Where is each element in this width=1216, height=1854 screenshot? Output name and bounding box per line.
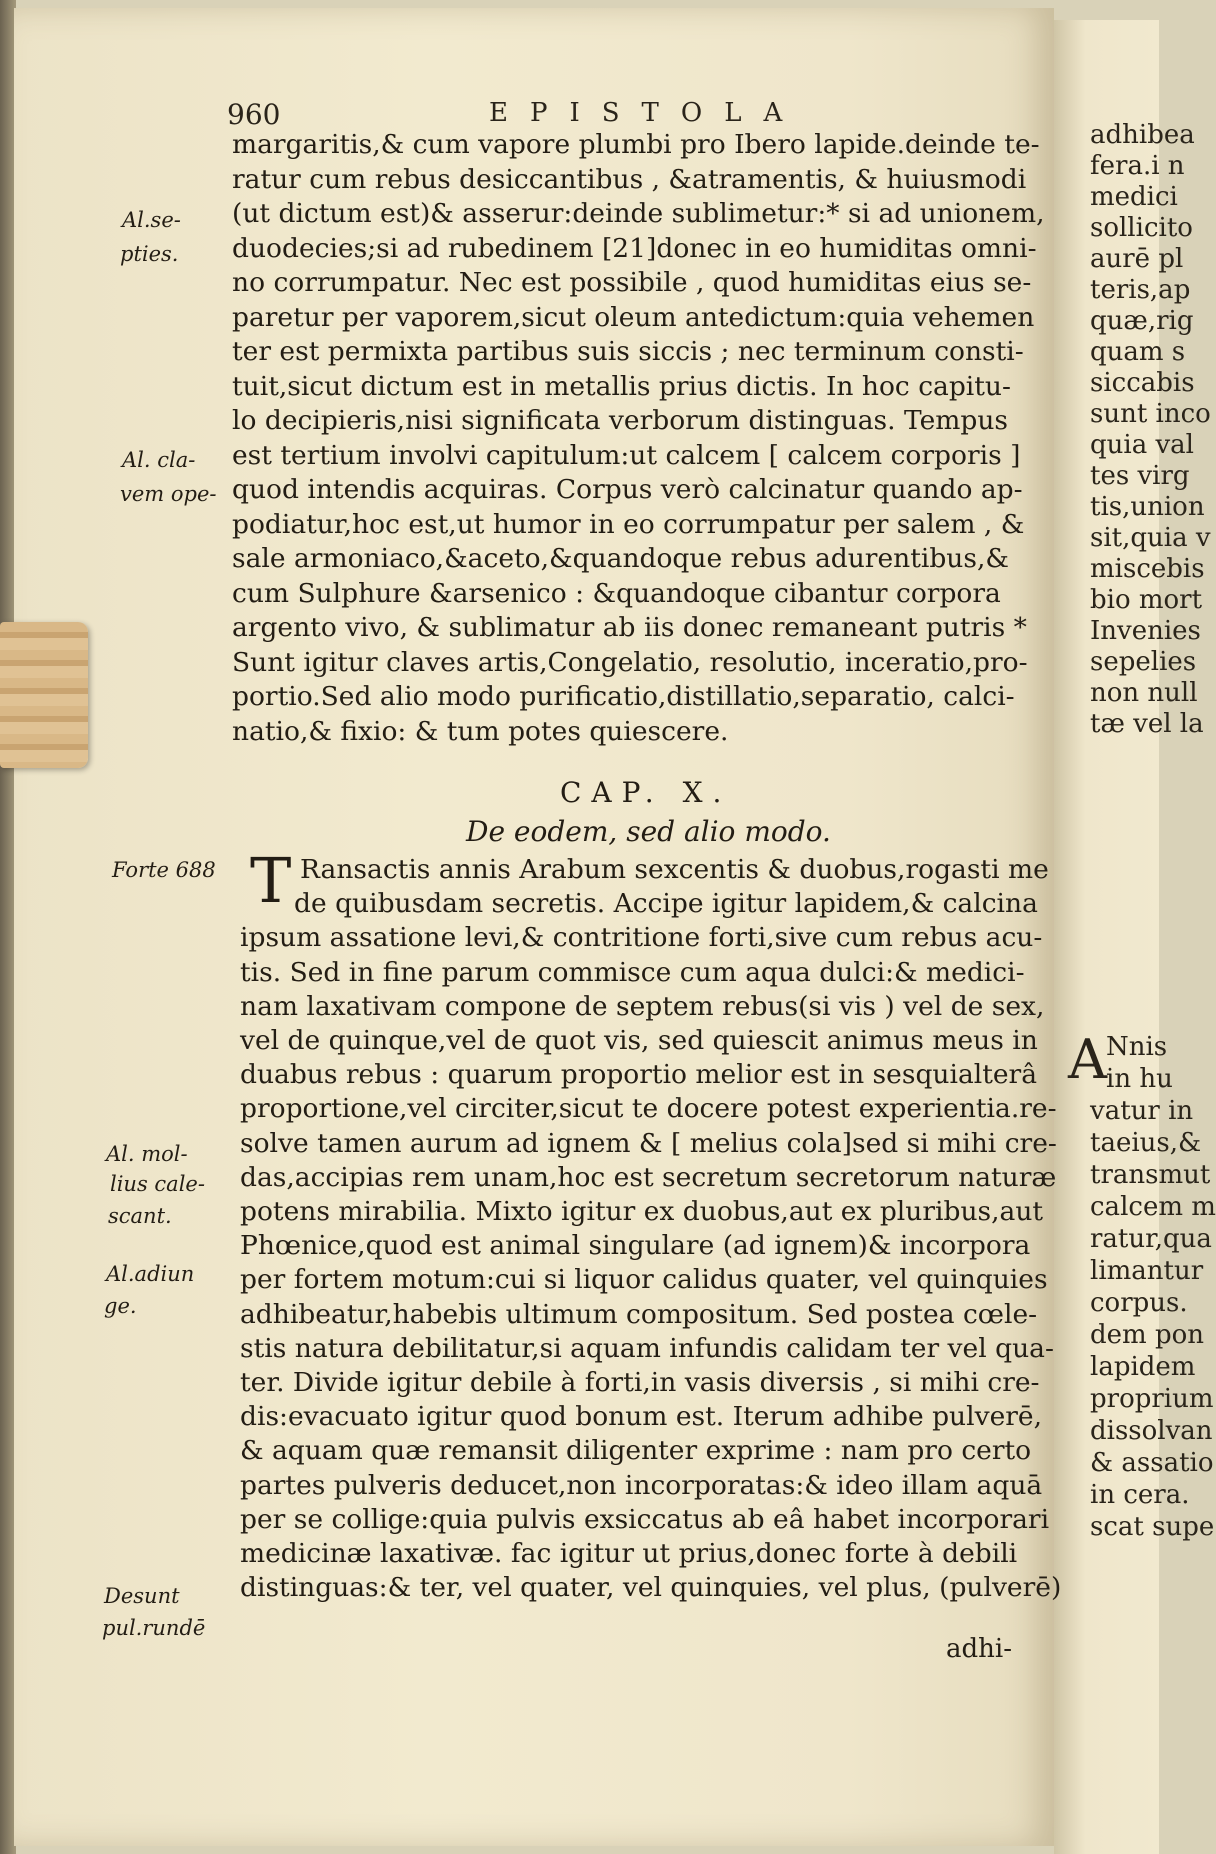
margin-note: Al. cla- [122,448,196,472]
facing-page-line: medici [1090,182,1178,212]
facing-page-line: quam s [1090,337,1186,367]
facing-page-line: sepelies [1090,647,1197,677]
text-line: sale armoniaco,&aceto,&quandoque rebus adurentibus,& [232,543,1009,574]
facing-page-line: lapidem [1090,1352,1196,1382]
text-line: medicinæ laxativæ. fac igitur ut prius,donec forte à debili [240,1538,1018,1569]
margin-note: pties. [120,242,179,266]
chapter-subheading: De eodem, sed alio modo. [466,815,831,848]
facing-page-line: taeius,& [1090,1128,1202,1158]
text-line: de quibusdam secretis. Accipe igitur lapidem,& calcina [294,888,1038,920]
text-line: est tertium involvi capitulum:ut calcem [ calcem corporis ] [232,439,1021,471]
text-line: Ransactis annis Arabum sexcentis & duobus,rogasti me [300,854,1049,885]
margin-note: vem ope- [120,482,217,506]
page-number: 960 [227,98,281,131]
running-head: EPISTOLA [489,98,805,128]
text-line: distinguas:& ter, vel quater, vel quinquies, vel plus, (pulverē) [240,1572,1062,1604]
text-line: duabus rebus : quarum proportio melior est in sesquialterâ [240,1059,1038,1091]
facing-page-initial: A [1068,1028,1107,1091]
margin-note: scant. [108,1204,172,1228]
facing-page-line: teris,ap [1090,275,1191,305]
facing-page-line: & assatio [1090,1448,1214,1478]
margin-note: Al. mol- [106,1142,188,1166]
facing-page-line: bio mort [1090,585,1203,615]
text-line: duodecies;si ad rubedinem [21]donec in eo humiditas omni- [232,232,1037,264]
text-line: adhibeatur,habebis ultimum compositum. Sed postea cœle- [240,1298,1038,1330]
text-line: & aquam quæ remansit diligenter exprime : nam pro certo [240,1435,1032,1467]
text-line: Phœnice,quod est animal singulare (ad ignem)& incorpora [240,1230,1031,1262]
text-line: tis. Sed in fine parum commisce cum aqua dulci:& medici- [240,956,1025,988]
text-line: vel de quinque,vel de quot vis, sed quiescit animus meus in [240,1025,1038,1056]
text-line: argento vivo, & sublimatur ab iis donec remaneant putris * [232,612,1027,643]
text-line: cum Sulphure &arsenico : &quandoque cibantur corpora [232,577,1001,609]
facing-page-line: siccabis [1090,368,1195,398]
text-line: Sunt igitur claves artis,Congelatio, resolutio, inceratio,pro- [232,646,1028,678]
margin-note: Forte 688 [112,858,216,882]
facing-page-line: adhibea [1090,120,1195,150]
text-line: margaritis,& cum vapore plumbi pro Ibero lapide.deinde te- [232,129,1040,160]
text-line: tuit,sicut dictum est in metallis prius dictis. In hoc capitu- [232,370,1011,402]
text-line: natio,& fixio: & tum potes quiescere. [232,715,729,747]
facing-page-line: scat supe [1090,1512,1215,1542]
facing-page-line: corpus. [1090,1288,1188,1318]
text-line: per se collige:quia pulvis exsiccatus ab eâ habet incorporari [240,1503,1050,1535]
text-line: proportione,vel circiter,sicut te docere potest experientia.re- [240,1093,1057,1125]
margin-note: lius cale- [110,1172,205,1196]
text-line: stis natura debilitatur,si aquam infundis calidam ter vel qua- [240,1332,1054,1364]
text-line: dis:evacuato igitur quod bonum est. Iterum adhibe pulverē, [240,1401,1043,1433]
chapter-heading: CAP. X. [560,776,732,809]
catchword: adhi- [946,1634,1012,1664]
margin-note: Al.adiun [106,1262,195,1286]
facing-page-line: dem pon [1090,1320,1204,1350]
text-line: ter est permixta partibus suis siccis ; nec terminum consti- [232,336,1024,367]
facing-page-line: Nnis [1106,1032,1168,1062]
text-line: quod intendis acquiras. Corpus verò calcinatur quando ap- [232,474,1023,505]
facing-page-line: non null [1090,678,1198,708]
text-line: per fortem motum:cui si liquor calidus quater, vel quinquies [240,1264,1048,1296]
text-line: podiatur,hoc est,ut humor in eo corrumpatur per salem , & [232,508,1025,540]
text-line: ter. Divide igitur debile à forti,in vasis diversis , si mihi cre- [240,1367,1040,1398]
facing-page-line: tæ vel la [1090,709,1204,739]
facing-page-line: quia val [1090,430,1194,460]
facing-page-line: in cera. [1090,1480,1190,1510]
text-line: paretur per vaporem,sicut oleum antedictum:quia vehemen [232,301,1035,333]
text-line: das,accipias rem unam,hoc est secretum secretorum naturæ [240,1161,1057,1193]
margin-note: pul.rundē [102,1616,206,1640]
text-line: ipsum assatione levi,& contritione forti,sive cum rebus acu- [240,922,1043,954]
facing-page-line: sunt inco [1090,399,1211,429]
facing-page-line: proprium [1090,1384,1214,1414]
bookmark-slip [0,622,88,768]
text-line: no corrumpatur. Nec est possibile , quod humiditas eius se- [232,267,1032,298]
margin-note: Al.se- [122,208,181,232]
facing-page-line: calcem m [1090,1192,1216,1222]
facing-page-line: sit,quia v [1090,523,1211,553]
facing-page-line: quæ,rig [1090,306,1194,336]
facing-page-line: tis,union [1090,492,1205,522]
facing-page-line: ratur,qua [1090,1224,1212,1254]
text-line: partes pulveris deducet,non incorporatas:& ideo illam aquā [240,1469,1043,1501]
text-line: potens mirabilia. Mixto igitur ex duobus,aut ex pluribus,aut [240,1196,1044,1227]
text-line: (ut dictum est)& asserur:deinde sublimetur:* si ad unionem, [232,198,1045,229]
margin-note: Desunt [104,1584,180,1608]
drop-cap: T [250,844,292,917]
facing-page-line: sollicito [1090,213,1193,243]
text-line: solve tamen aurum ad ignem & [ melius cola]sed si mihi cre- [240,1127,1057,1159]
facing-page-line: vatur in [1090,1096,1194,1126]
text-line: ratur cum rebus desiccantibus , &atramentis, & huiusmodi [232,163,1027,195]
facing-page-line: aurē pl [1090,244,1184,274]
text-line: portio.Sed alio modo purificatio,distillatio,separatio, calci- [232,681,1015,712]
facing-page-line: limantur [1090,1256,1204,1286]
facing-page-line: in hu [1106,1064,1173,1094]
text-line: lo decipieris,nisi significata verborum distinguas. Tempus [232,405,1009,436]
text-line: nam laxativam compone de septem rebus(si vis ) vel de sex, [240,990,1045,1022]
facing-page-line: dissolvan [1090,1416,1213,1446]
margin-note: ge. [104,1294,137,1318]
facing-page-line: miscebis [1090,554,1205,584]
facing-page-line: fera.i n [1090,151,1185,181]
facing-page-line: tes virg [1090,461,1190,491]
facing-page-line: transmut [1090,1160,1211,1190]
facing-page-line: Invenies [1090,616,1201,646]
facing-page [1054,20,1216,1854]
